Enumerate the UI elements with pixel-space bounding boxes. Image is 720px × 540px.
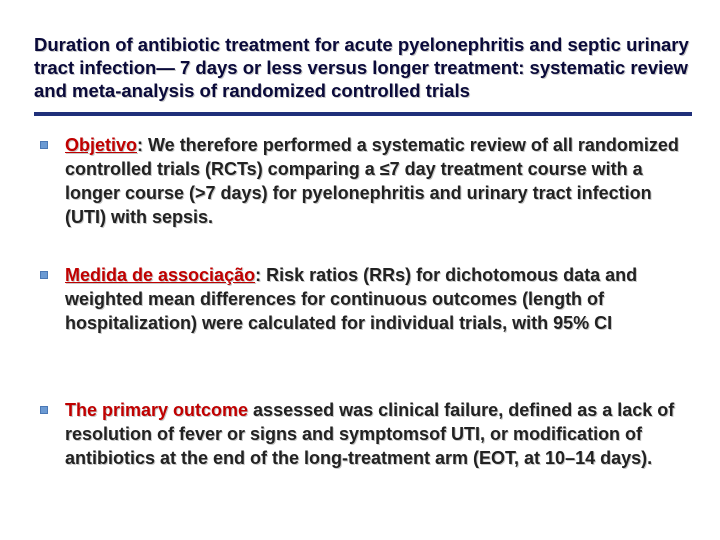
bullet-lead: The primary outcome xyxy=(65,400,249,420)
bullet-separator: : xyxy=(137,135,144,155)
bullet-association-measure xyxy=(40,263,680,335)
title-divider xyxy=(34,112,692,116)
square-bullet-icon xyxy=(40,271,48,279)
bullet-body: assessed was clinical failure, defined as a lack of resolution of fever or signs and symptomsof UTI, or modification of antibiotics at the end of the long-treatment arm (EOT, at 10–14 days). xyxy=(65,400,675,468)
slide-title: Duration of antibiotic treatment for acute pyelonephritis and septic urinary tract infection— 7 days or less versus longer treatment: systematic review and meta-analysis of randomized controlled trials xyxy=(34,34,689,101)
bullet-body: Risk ratios (RRs) for dichotomous data and weighted mean differences for continuous outcomes (length of hospitalization) were calculated for individual trials, with 95% CI xyxy=(65,265,638,333)
bullet-text xyxy=(65,398,680,470)
bullet-text xyxy=(65,133,680,229)
bullet-lead: Objetivo xyxy=(65,135,138,155)
square-bullet-icon xyxy=(40,406,48,414)
bullet-text xyxy=(65,263,680,335)
bullet-body: We therefore performed a systematic review of all randomized controlled trials (RCTs) comparing a ≤7 day treatment course with a longer course (>7 days) for pyelonephritis and urinary tract infection (UTI) with sepsis. xyxy=(65,135,679,227)
bullet-separator: : xyxy=(255,265,262,285)
bullet-objective xyxy=(40,133,680,229)
square-bullet-icon xyxy=(40,141,48,149)
bullet-primary-outcome xyxy=(40,398,680,470)
bullet-lead: Medida de associação xyxy=(65,265,256,285)
